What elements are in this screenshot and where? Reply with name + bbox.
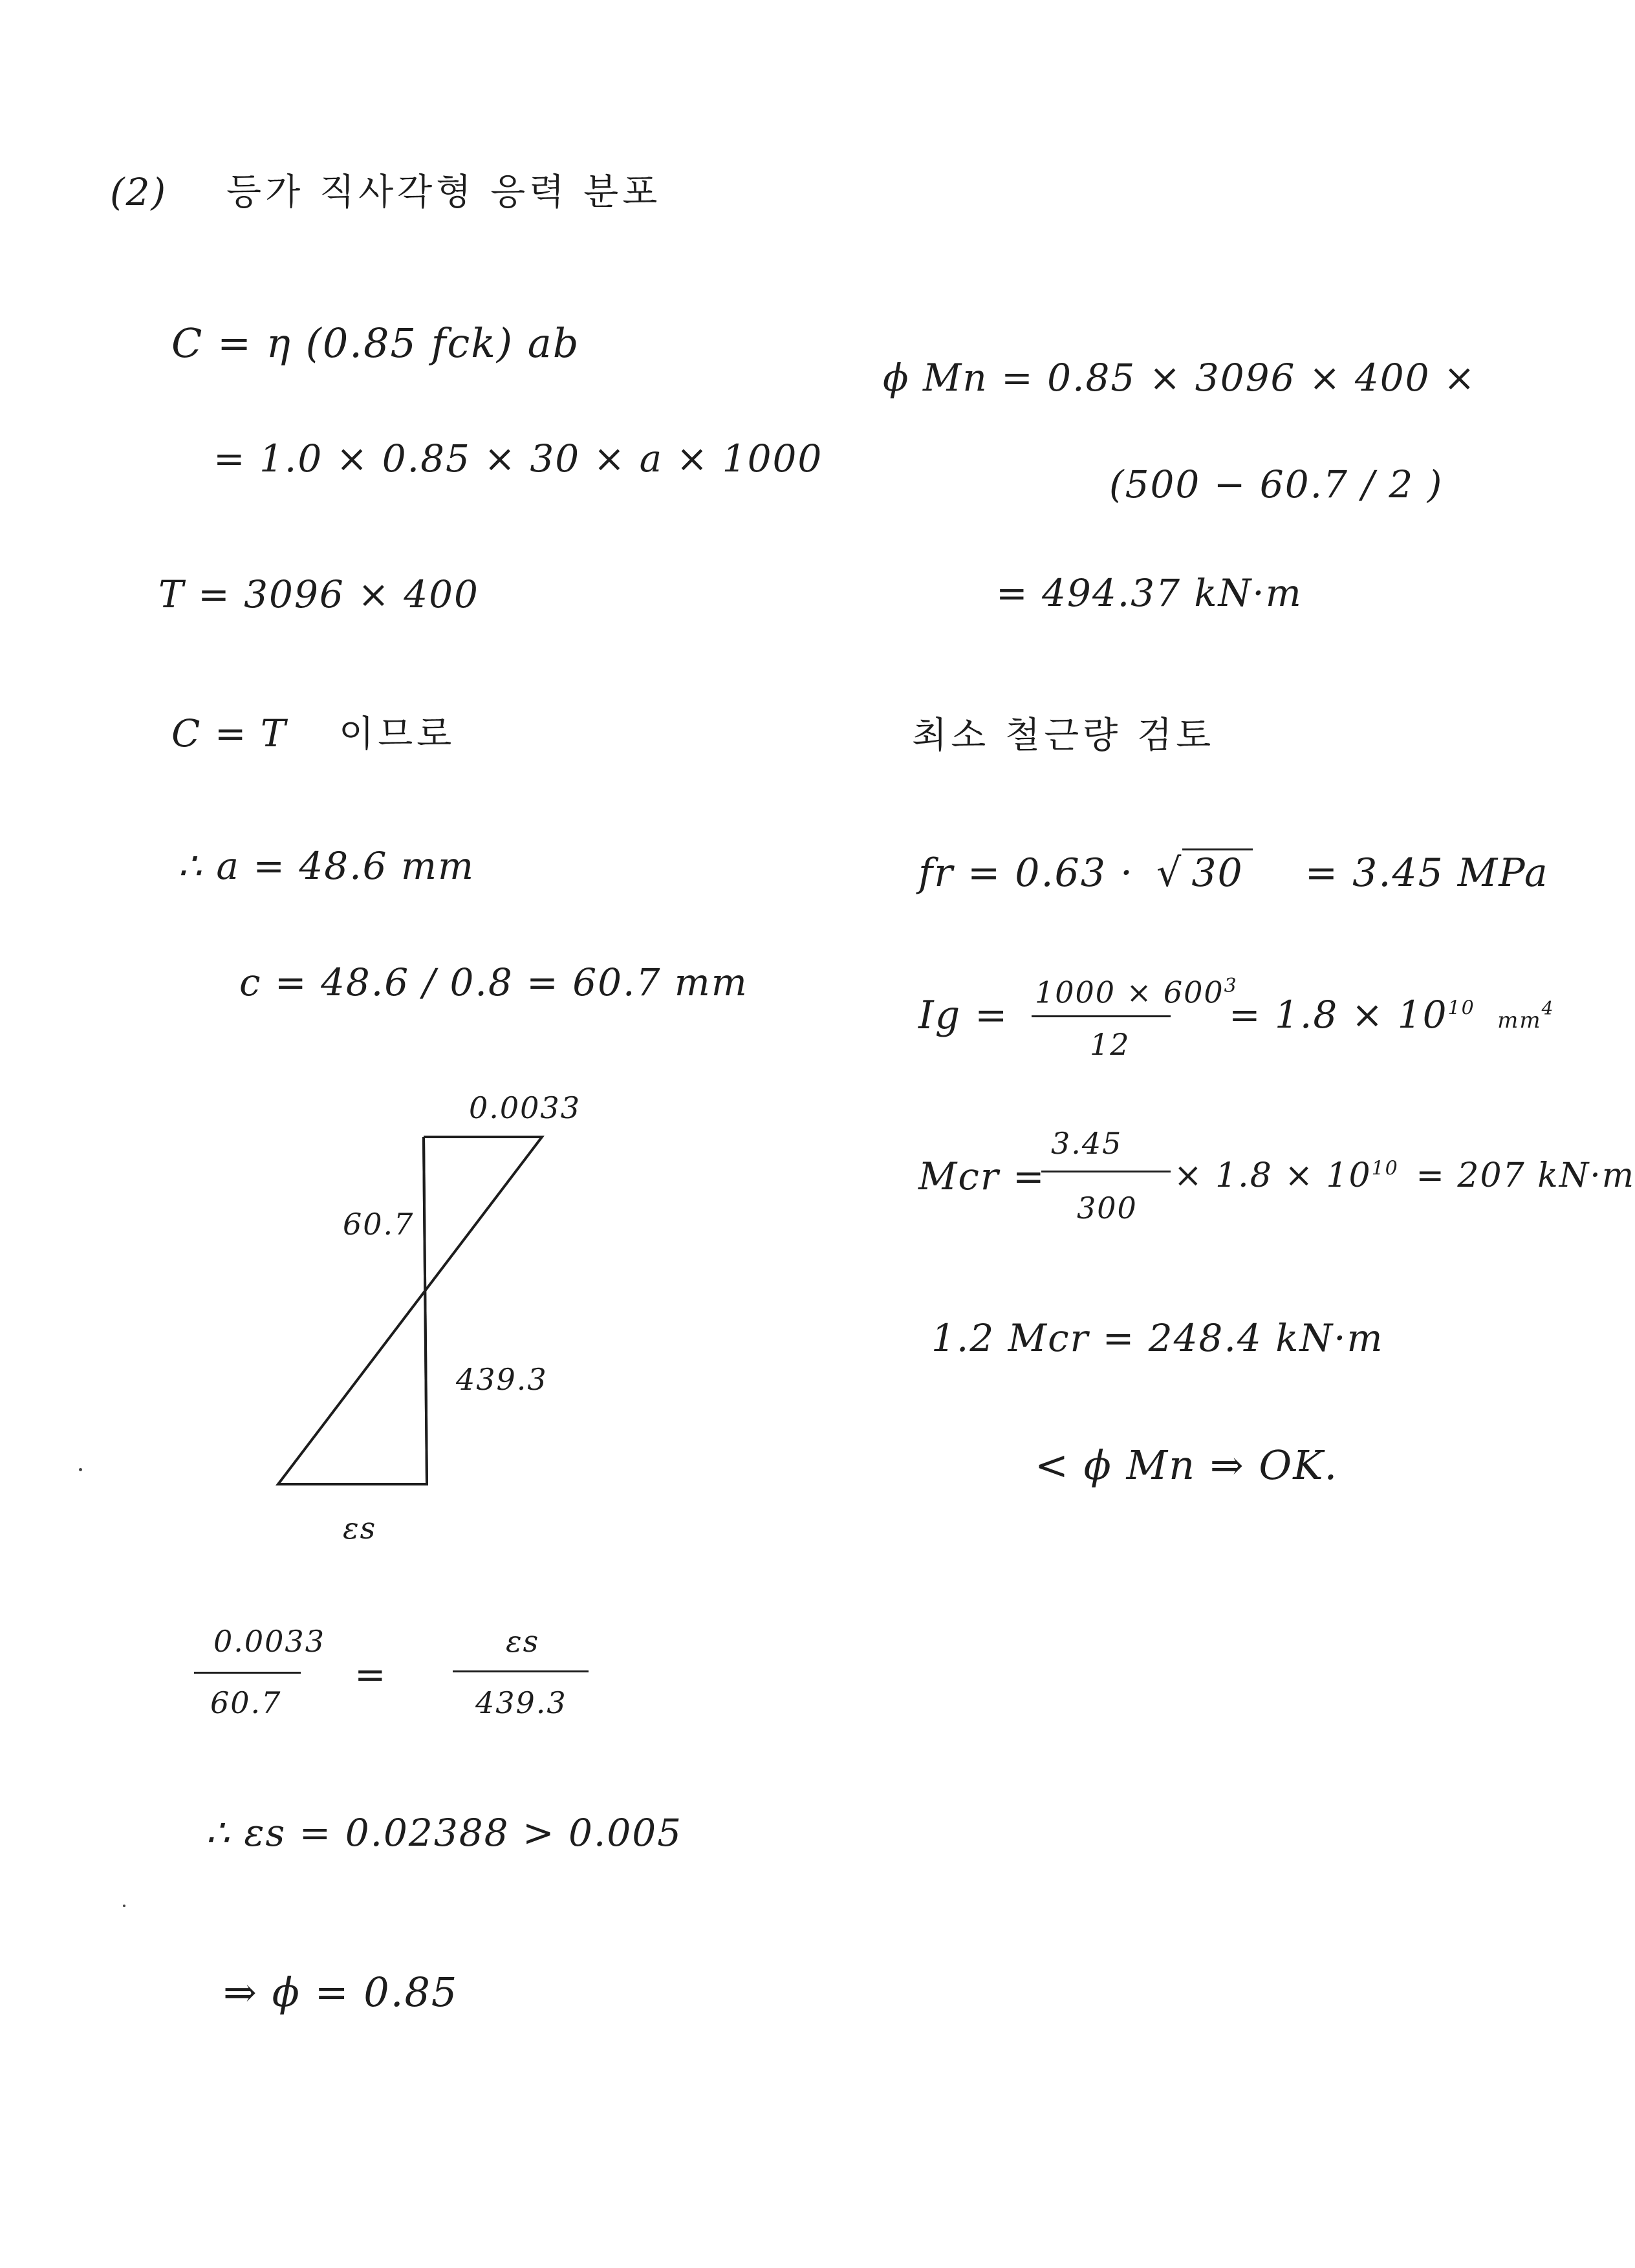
modulus-of-rupture <box>918 850 1549 896</box>
equilibrium-suffix: 이므로 <box>338 713 456 755</box>
ig-unit-exponent: 4 <box>1541 997 1555 1019</box>
ratio-equals: = <box>354 1652 387 1696</box>
equation-tension-force: T = 3096 × 400 <box>158 572 479 616</box>
fr-rhs: = 3.45 MPa <box>1305 850 1549 896</box>
ig-rhs: = 1.8 × 10 <box>1229 993 1448 1037</box>
scan-speck <box>123 1905 125 1907</box>
check-conclusion: < ϕ Mn ⇒ OK. <box>1035 1442 1339 1489</box>
ig-numerator-value: 1000 × 600 <box>1035 975 1224 1010</box>
diagram-top-strain-label: 0.0033 <box>469 1090 581 1125</box>
ig-rhs-exponent: 10 <box>1447 997 1475 1020</box>
equilibrium-equation: C = T <box>171 711 287 755</box>
mcr-rhs-exponent: 10 <box>1371 1157 1399 1180</box>
mcr-denominator: 300 <box>1077 1191 1138 1226</box>
equation-compression-substituted: = 1.0 × 0.85 × 30 × a × 1000 <box>213 437 823 481</box>
scan-speck <box>79 1468 82 1471</box>
result-depth-a: ∴ a = 48.6 mm <box>178 844 475 888</box>
fr-sqrt-argument: 30 <box>1182 848 1252 896</box>
strain-diagram-vertical <box>424 1137 427 1484</box>
ig-lhs: Ig = <box>918 993 1009 1038</box>
mcr-numerator: 3.45 <box>1051 1126 1123 1161</box>
ig-fraction-bar <box>1032 1015 1171 1017</box>
ratio-left-denominator: 60.7 <box>210 1685 282 1720</box>
design-moment-result: = 494.37 kN·m <box>996 571 1303 615</box>
ratio-right-fraction-bar <box>453 1670 589 1672</box>
mcr-fraction-bar <box>1041 1171 1171 1172</box>
ig-numerator <box>1035 975 1238 1010</box>
mcr-tail: = 207 kN·m <box>1416 1156 1635 1195</box>
result-steel-strain: ∴ εs = 0.02388 > 0.005 <box>206 1811 683 1855</box>
diagram-steel-strain-label: εs <box>343 1511 377 1546</box>
ratio-left-fraction-bar <box>194 1672 301 1674</box>
section-heading: 등가 직사각형 응력 분포 <box>226 171 662 213</box>
ratio-right-numerator: εs <box>506 1624 540 1659</box>
result-strength-factor: ⇒ ϕ = 0.85 <box>223 1969 459 2016</box>
ig-denominator: 12 <box>1090 1027 1131 1062</box>
ig-result <box>1229 993 1555 1037</box>
factored-cracking-moment: 1.2 Mcr = 248.4 kN·m <box>931 1316 1384 1360</box>
mcr-result <box>1174 1156 1635 1195</box>
fr-lhs: fr = 0.63 · <box>918 850 1134 896</box>
min-rebar-check-heading: 최소 철근량 검토 <box>912 715 1215 757</box>
ratio-right-denominator: 439.3 <box>475 1685 567 1720</box>
equation-compression-force: C = η (0.85 fck) ab <box>171 319 580 367</box>
ig-numerator-exponent: 3 <box>1224 975 1238 997</box>
mcr-rhs: × 1.8 × 10 <box>1174 1156 1372 1195</box>
ig-unit: mm <box>1497 1008 1542 1033</box>
design-moment-line2: (500 − 60.7 / 2 ) <box>1109 462 1444 506</box>
result-neutral-axis-c: c = 48.6 / 0.8 = 60.7 mm <box>239 960 748 1004</box>
diagram-lower-depth-label: 439.3 <box>456 1362 548 1397</box>
strain-diagram-outline <box>278 1137 542 1484</box>
ratio-left-numerator: 0.0033 <box>213 1624 325 1659</box>
sqrt-symbol: √ <box>1156 850 1183 896</box>
design-moment-line1: ϕ Mn = 0.85 × 3096 × 400 × <box>883 356 1477 400</box>
problem-number: (2) <box>110 170 168 214</box>
mcr-lhs: Mcr = <box>918 1154 1046 1198</box>
diagram-upper-depth-label: 60.7 <box>343 1207 415 1242</box>
